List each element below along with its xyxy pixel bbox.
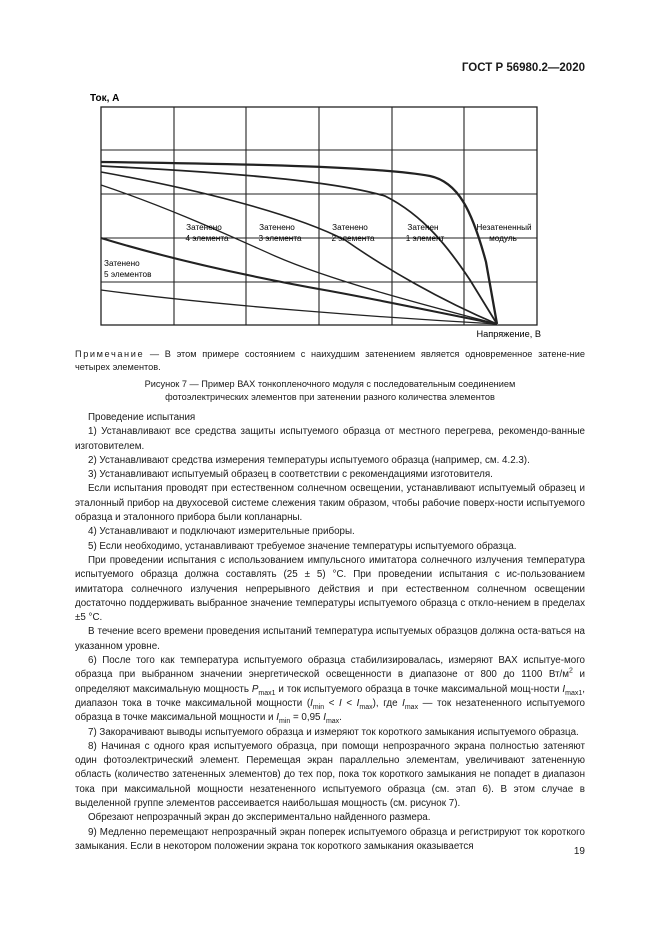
- paragraph-step-6: [75, 654, 585, 725]
- paragraph-step-3: 3) Устанавливают испытуемый образец в соответствии с рекомендациями изготовителя.: [88, 469, 493, 481]
- curve-shaded-2: [101, 172, 497, 324]
- text-run: ), где: [372, 697, 403, 709]
- subscript: max: [404, 703, 419, 711]
- curve-label-5: [104, 259, 151, 279]
- section-heading: Проведение испытания: [88, 412, 196, 423]
- text-run: <: [341, 697, 357, 709]
- figure-caption: [75, 378, 585, 403]
- label-5-line2: 5 элементов: [104, 270, 152, 279]
- figure-note: [75, 348, 585, 373]
- label-4-line1: Затенено: [186, 223, 222, 232]
- text-run: <: [324, 697, 340, 709]
- note-prefix: Примечание: [75, 349, 145, 359]
- label-4-line2: 4 элемента: [185, 234, 229, 243]
- subscript: max1: [565, 689, 583, 697]
- paragraph-temperature-hold: В течение всего времени проведения испытаний температура испытуемых образцов должна оста-ваться на указанном уровне.: [75, 626, 585, 652]
- label-3-line1: Затенено: [259, 223, 295, 232]
- paragraph-sun-tracking: Если испытания проводят при естественном солнечном освещении, устанавливают испытуемый образец и эталонный прибор на двухосевой системе слежения таким образом, чтобы рабочие поверх-ности испытуемого образца и эталонного прибора были копланарны.: [75, 483, 585, 524]
- superscript: 2: [569, 668, 573, 676]
- subscript: min: [278, 718, 291, 726]
- paragraph-step-8: 8) Начиная с одного края испытуемого образца, при помощи непрозрачного экрана полностью затеняют один фотоэлектрический элемент. Перемещая экран параллельно элементам, увеличивают затененную область (количество затененных элементов) до тех пор, пока ток короткого замыкания не попадет в диапазон тока при максимальной мощности незатененного испытуемого образца (см. этап 6). В этом случае в выделенной группе элементов рассеивается наибольшая мощность (см. рисунок 7).: [75, 740, 585, 810]
- paragraph-step-5: 5) Если необходимо, устанавливают требуемое значение температуры испытуемого образца.: [88, 540, 517, 552]
- symbol: I: [339, 697, 342, 709]
- iv-curves: [101, 162, 497, 324]
- paragraph-step-9: 9) Медленно перемещают непрозрачный экран поперек испытуемого образца и регистрируют ток короткого замыкания. Если в некотором положении экрана ток короткого замыкания оказывается: [75, 826, 585, 852]
- text-run: 6) После того как температура испытуемого образца стабилизировалась, измеряют ВАХ испытуе-мого образца при выбранном значении энергетической освещенности в диапазоне от 800 до 1100 Вт/м: [75, 655, 585, 681]
- label-unshaded-line1: Незатененный: [476, 223, 532, 232]
- label-2-line2: 2 элемента: [331, 234, 375, 243]
- label-5-line1: Затенено: [104, 259, 140, 268]
- page-number: 19: [573, 846, 585, 857]
- label-2-line1: Затенено: [332, 223, 368, 232]
- symbol: I: [323, 712, 326, 724]
- caption-line-1: Рисунок 7 — Пример ВАХ тонкопленочного модуля с последовательным соединением: [144, 379, 516, 389]
- iv-curve-figure: [0, 0, 661, 345]
- document-code: ГОСТ Р 56980.2—2020: [461, 62, 585, 74]
- symbol: I: [402, 697, 405, 709]
- curve-shaded-1: [101, 166, 497, 324]
- subscript: max1: [258, 689, 276, 697]
- paragraph-step-4: 4) Устанавливают и подключают измерительные приборы.: [88, 526, 355, 538]
- caption-line-2: фотоэлектрических элементов при затенении разного количества элементов: [165, 391, 495, 402]
- text-run: = 0,95: [290, 712, 324, 724]
- paragraph-trim-screen: Обрезают непрозрачный экран до экспериментально найденного размера.: [88, 812, 431, 824]
- text-run: и ток испытуемого образца в точке максимальной мощ-ности: [275, 683, 563, 695]
- symbol: I: [310, 697, 313, 709]
- paragraph-temperature: При проведении испытания с использованием импульсного имитатора солнечного излучения температура испытуемого образца должна составлять (25 ± 5) °С. При проведении испытания с ис-пользованием имитатора солнечного излучения непрерывного действия и при естественном солнечном освещении достаточно поддерживать выбранное значение температуры испытуемого образца с откло-нением в пределах ±5 °С.: [75, 554, 585, 624]
- text-run: .: [339, 712, 342, 724]
- subscript: max: [359, 703, 373, 711]
- text-run: и определяют максимальную мощность: [75, 669, 585, 695]
- y-axis-label: Ток, А: [90, 93, 120, 104]
- note-text: — В этом примере состоянием с наихудшим затенением является одновременное затене-ние четырех элементов.: [75, 349, 585, 372]
- label-unshaded-line2: модуль: [489, 234, 517, 243]
- body-text: [75, 411, 585, 854]
- subscript: min: [312, 703, 325, 711]
- symbol: P: [251, 683, 259, 695]
- subscript: max: [325, 718, 340, 726]
- text-run: — ток незатененного испытуемого образца в точке максимальной мощности и: [75, 697, 586, 724]
- curve-unshaded: [101, 162, 497, 324]
- paragraph-step-7: 7) Закорачивают выводы испытуемого образца и измеряют ток короткого замыкания испытуемого образца.: [88, 726, 579, 738]
- x-axis-label: Напряжение, В: [476, 329, 541, 339]
- label-1-line1: Затенен: [407, 223, 439, 232]
- curve-shaded-5: [101, 290, 497, 324]
- symbol: I: [562, 683, 566, 695]
- symbol: I: [356, 697, 360, 709]
- label-1-line2: 1 элемент: [405, 234, 445, 243]
- paragraph-step-2: 2) Устанавливают средства измерения температуры испытуемого образца (например, см. 4.2.3).: [88, 454, 530, 466]
- text-run: , диапазон тока в точке максимальной мощности (: [75, 683, 585, 709]
- paragraph-step-1: 1) Устанавливают все средства защиты испытуемого образца от местного перегрева, рекомендо-ванные изготовителем.: [75, 426, 585, 452]
- symbol: I: [276, 712, 279, 724]
- label-3-line2: 3 элемента: [258, 234, 302, 243]
- curve-shaded-4: [101, 238, 497, 324]
